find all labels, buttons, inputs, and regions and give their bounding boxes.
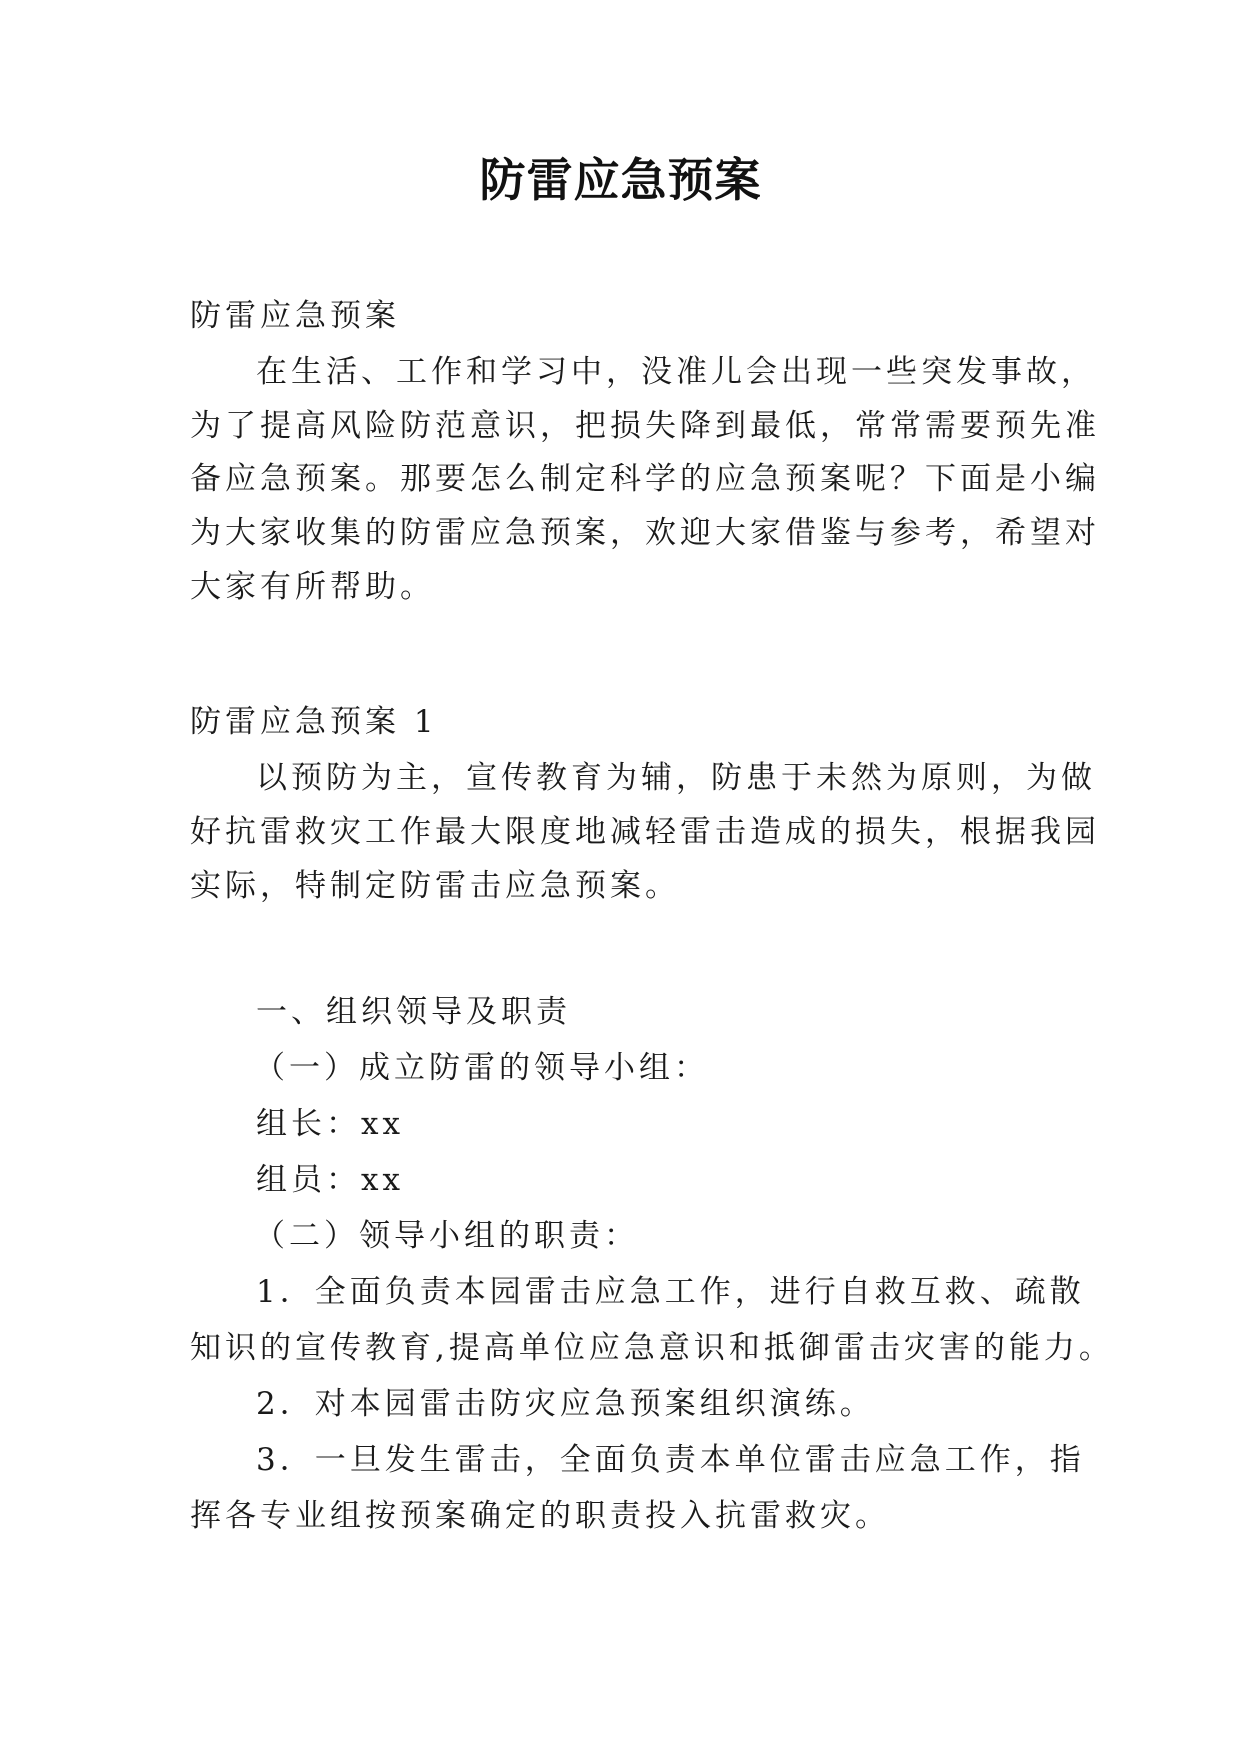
duty-line: 3．一旦发生雷击，全面负责本单位雷击应急工作，指: [256, 1442, 1085, 1478]
intro-line: 为了提高风险防范意识，把损失降到最低，常常需要预先准: [190, 408, 1100, 444]
intro-line: 为大家收集的防雷应急预案，欢迎大家借鉴与参考，希望对: [190, 515, 1100, 551]
org-heading: 一、组织领导及职责: [256, 994, 571, 1030]
intro-heading: 防雷应急预案: [190, 298, 400, 334]
intro-line: 备应急预案。那要怎么制定科学的应急预案呢？下面是小编: [190, 461, 1100, 497]
duty-line: 知识的宣传教育,提高单位应急意识和抵御雷击灾害的能力。: [190, 1330, 1114, 1366]
org-leader: 组长：xx: [256, 1106, 404, 1142]
section1-line: 好抗雷救灾工作最大限度地减轻雷击造成的损失，根据我园: [190, 814, 1100, 850]
org-subheading-1: （一）成立防雷的领导小组：: [254, 1050, 709, 1086]
section1-line: 以预防为主，宣传教育为辅，防患于未然为原则，为做: [256, 760, 1096, 796]
intro-line: 大家有所帮助。: [190, 569, 435, 605]
intro-line: 在生活、工作和学习中，没准儿会出现一些突发事故，: [256, 354, 1096, 390]
org-subheading-2: （二）领导小组的职责：: [254, 1218, 639, 1254]
document-title: 防雷应急预案: [479, 153, 762, 207]
section1-line: 实际，特制定防雷击应急预案。: [190, 868, 680, 904]
duty-line: 1．全面负责本园雷击应急工作，进行自救互救、疏散: [256, 1274, 1085, 1310]
duty-line: 2．对本园雷击防灾应急预案组织演练。: [256, 1386, 875, 1422]
org-members: 组员：xx: [256, 1162, 404, 1198]
duty-line: 挥各专业组按预案确定的职责投入抗雷救灾。: [190, 1498, 890, 1534]
section1-heading: 防雷应急预案 1: [190, 704, 438, 740]
